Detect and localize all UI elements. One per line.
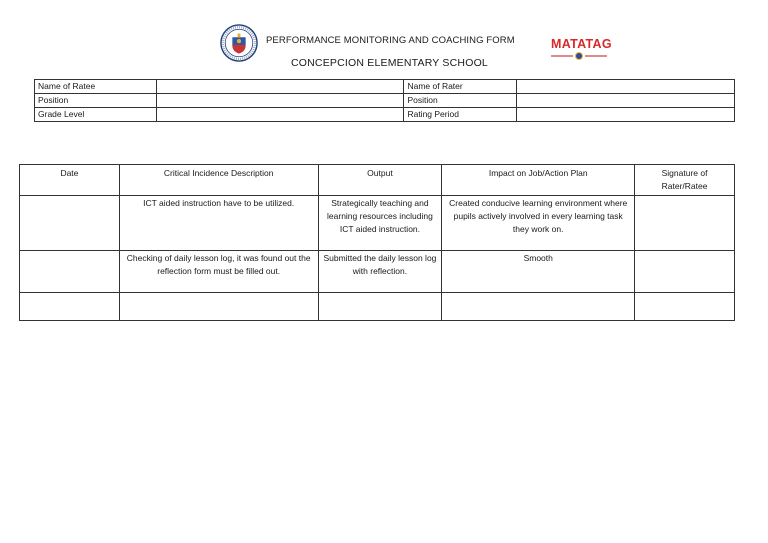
date-cell[interactable] [20, 196, 120, 251]
rater-position-field[interactable] [517, 94, 735, 108]
signature-cell[interactable] [635, 251, 735, 293]
label-name-of-ratee: Name of Ratee [35, 80, 157, 94]
signature-cell[interactable] [635, 196, 735, 251]
rater-name-field[interactable] [517, 80, 735, 94]
output-cell[interactable] [318, 293, 442, 321]
impact-cell[interactable] [442, 293, 635, 321]
school-name: CONCEPCION ELEMENTARY SCHOOL [291, 57, 488, 69]
matatag-logo [551, 38, 615, 62]
label-position-ratee: Position [35, 94, 157, 108]
label-rating-period: Rating Period [404, 108, 517, 122]
date-cell[interactable] [20, 251, 120, 293]
info-row [35, 94, 735, 108]
col-header-impact: Impact on Job/Action Plan [442, 165, 635, 196]
ratee-name-field[interactable] [156, 80, 404, 94]
col-header-description: Critical Incidence Description [119, 165, 318, 196]
info-row [35, 108, 735, 122]
table-row [20, 293, 735, 321]
col-header-date: Date [20, 165, 120, 196]
table-row [20, 251, 735, 293]
description-cell[interactable]: ICT aided instruction have to be utilized. [119, 196, 318, 251]
deped-seal-icon [220, 24, 258, 62]
output-cell[interactable]: Submitted the daily lesson log with reflection. [318, 251, 442, 293]
grade-level-field[interactable] [156, 108, 404, 122]
col-header-output: Output [318, 165, 442, 196]
info-row [35, 80, 735, 94]
logo-emblem-icon [575, 52, 583, 60]
label-position-rater: Position [404, 94, 517, 108]
ratee-position-field[interactable] [156, 94, 404, 108]
col-header-signature: Signature of Rater/Ratee [635, 165, 735, 196]
logo-subline [551, 52, 615, 60]
table-row [20, 196, 735, 251]
output-cell[interactable]: Strategically teaching and learning resources including ICT aided instruction. [318, 196, 442, 251]
date-cell[interactable] [20, 293, 120, 321]
description-cell[interactable]: Checking of daily lesson log, it was found out the reflection form must be filled out. [119, 251, 318, 293]
info-table [34, 79, 735, 122]
rating-period-field[interactable] [517, 108, 735, 122]
impact-cell[interactable]: Created conducive learning environment where pupils actively involved in every learning task they work on. [442, 196, 635, 251]
logo-text: MATATAG [551, 37, 612, 51]
form-title: PERFORMANCE MONITORING AND COACHING FORM [266, 35, 515, 46]
signature-cell[interactable] [635, 293, 735, 321]
description-cell[interactable] [119, 293, 318, 321]
coaching-table [19, 164, 735, 321]
label-grade-level: Grade Level [35, 108, 157, 122]
label-name-of-rater: Name of Rater [404, 80, 517, 94]
header-row [20, 165, 735, 196]
impact-cell[interactable]: Smooth [442, 251, 635, 293]
